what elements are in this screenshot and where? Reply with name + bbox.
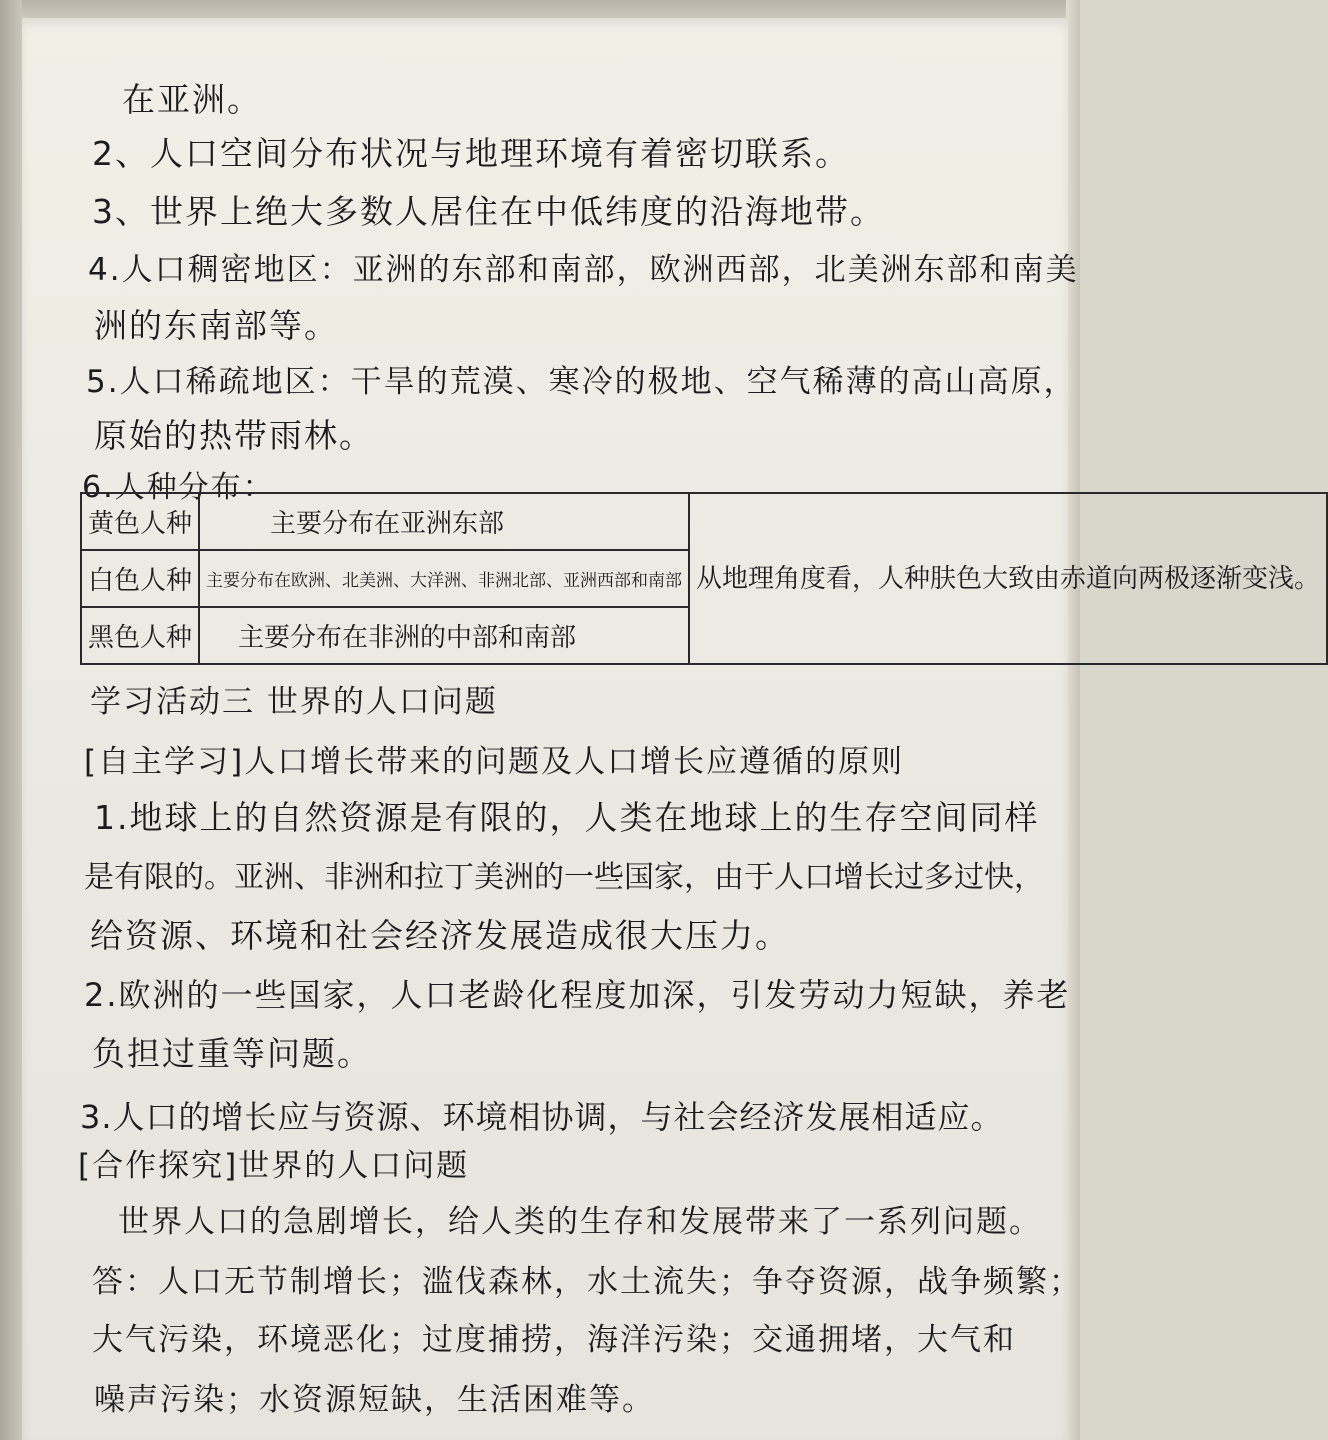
note-line: 3、世界上绝大多数人居住在中低纬度的沿海地带。 — [92, 192, 885, 231]
note-line: 原始的热带雨林。 — [94, 416, 374, 455]
note-line: 2、人口空间分布状况与地理环境有着密切联系。 — [92, 134, 850, 173]
note-line: 世界人口的急剧增长，给人类的生存和发展带来了一系列问题。 — [118, 1204, 1042, 1240]
race-name-cell: 白色人种 — [81, 550, 199, 607]
race-name-cell: 黑色人种 — [81, 607, 199, 664]
notebook-page-edge — [1066, 0, 1080, 1440]
note-line: 是有限的。亚洲、非洲和拉丁美洲的一些国家，由于人口增长过多过快， — [84, 860, 1044, 895]
note-line: 负担过重等问题。 — [92, 1034, 372, 1073]
race-distribution-table — [80, 492, 1328, 665]
note-line: 给资源、环境和社会经济发展造成很大压力。 — [90, 916, 790, 955]
note-line: 3.人口的增长应与资源、环境相协调，与社会经济发展相适应。 — [80, 1098, 1004, 1136]
note-line: 噪声污染；水资源短缺，生活困难等。 — [94, 1382, 655, 1418]
note-line: 答：人口无节制增长；滥伐森林，水土流失；争夺资源，战争频繁； — [92, 1264, 1082, 1300]
race-name-cell: 黄色人种 — [81, 493, 199, 550]
note-line: 6.人种分布： — [82, 470, 275, 505]
note-line: 4.人口稠密地区：亚洲的东部和南部，欧洲西部，北美洲东部和南美 — [88, 252, 1079, 288]
table-row — [81, 493, 1327, 550]
section-heading: [合作探究]世界的人口问题 — [78, 1148, 470, 1184]
race-distribution-cell: 主要分布在非洲的中部和南部 — [199, 607, 689, 664]
notebook-binding-edge — [0, 0, 22, 1440]
note-line: 5.人口稀疏地区：干旱的荒漠、寒冷的极地、空气稀薄的高山高原， — [86, 364, 1077, 400]
race-note-cell: 从地理角度看，人种肤色大致由赤道向两极逐渐变浅。 — [689, 493, 1327, 664]
note-line: 在亚洲。 — [122, 80, 262, 119]
race-distribution-cell: 主要分布在亚洲东部 — [199, 493, 689, 550]
note-line: 2.欧洲的一些国家，人口老龄化程度加深，引发劳动力短缺，养老 — [84, 976, 1071, 1014]
note-line: 大气污染，环境恶化；过度捕捞，海洋污染；交通拥堵，大气和 — [92, 1322, 1016, 1358]
section-heading: 学习活动三 世界的人口问题 — [90, 684, 498, 720]
note-line: 1.地球上的自然资源是有限的，人类在地球上的生存空间同样 — [94, 798, 1040, 837]
note-line: [自主学习]人口增长带来的问题及人口增长应遵循的原则 — [84, 744, 905, 780]
note-line: 洲的东南部等。 — [94, 306, 339, 345]
race-distribution-cell: 主要分布在欧洲、北美洲、大洋洲、非洲北部、亚洲西部和南部 — [199, 550, 689, 607]
